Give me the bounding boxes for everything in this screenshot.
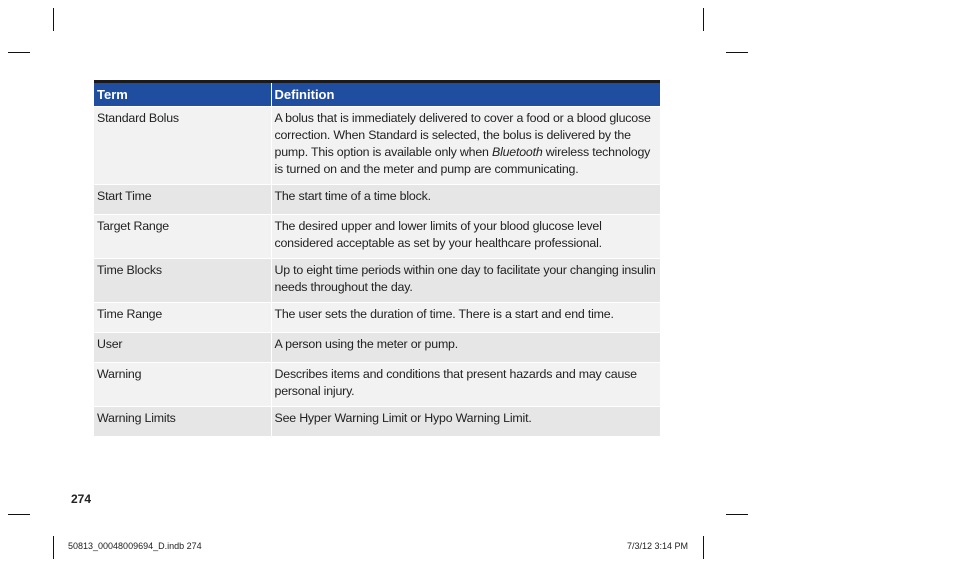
term-cell: Time Blocks [97,263,162,277]
table-row [94,363,660,407]
term-cell: Target Range [97,219,169,233]
crop-mark [703,536,704,559]
table-row [94,215,660,259]
definition-cell [271,107,660,185]
crop-mark [53,536,54,559]
definition-italic-text: Bluetooth [492,145,543,159]
crop-mark [726,52,748,53]
table-row [94,407,660,437]
crop-mark [53,8,54,31]
term-cell: Warning Limits [97,411,176,425]
definition-cell: Describes items and conditions that present hazards and may cause personal injury. [271,363,660,407]
crop-mark [703,8,704,31]
table-header-row [94,82,660,107]
term-cell: Start Time [97,189,152,203]
definition-cell: Up to eight time periods within one day to facilitate your changing insulin needs throughout the day. [271,259,660,303]
column-header-term: Term [97,87,128,102]
table-row [94,107,660,185]
definition-cell: A person using the meter or pump. [271,333,660,363]
term-cell: User [97,337,123,351]
print-slug-date: 7/3/12 3:14 PM [627,541,689,551]
definition-text: A bolus that is immediately delivered to cover a food or a blood glucose correction. When Standard is selected, the bolus is delivered by the pump. This option is available only when [274,111,651,159]
page-number: 274 [71,492,92,506]
print-slug-file: 50813_00048009694_D.indb 274 [68,541,202,551]
definition-cell: See Hyper Warning Limit or Hypo Warning Limit. [271,407,660,437]
crop-mark [726,514,748,515]
table-row [94,333,660,363]
table-row [94,259,660,303]
definition-cell: The start time of a time block. [271,185,660,215]
table-row [94,303,660,333]
term-cell: Standard Bolus [97,111,179,125]
definition-cell: The user sets the duration of time. There is a start and end time. [271,303,660,333]
table-row [94,185,660,215]
definition-text: wireless technology is turned on and the meter and pump are communicating. [274,145,651,176]
crop-mark [8,514,30,515]
term-cell: Warning [97,367,142,381]
column-header-definition: Definition [271,82,660,107]
definition-cell: The desired upper and lower limits of your blood glucose level considered acceptable as set by your healthcare professional. [271,215,660,259]
crop-mark [8,52,30,53]
glossary-table [94,80,660,436]
term-cell: Time Range [97,307,163,321]
